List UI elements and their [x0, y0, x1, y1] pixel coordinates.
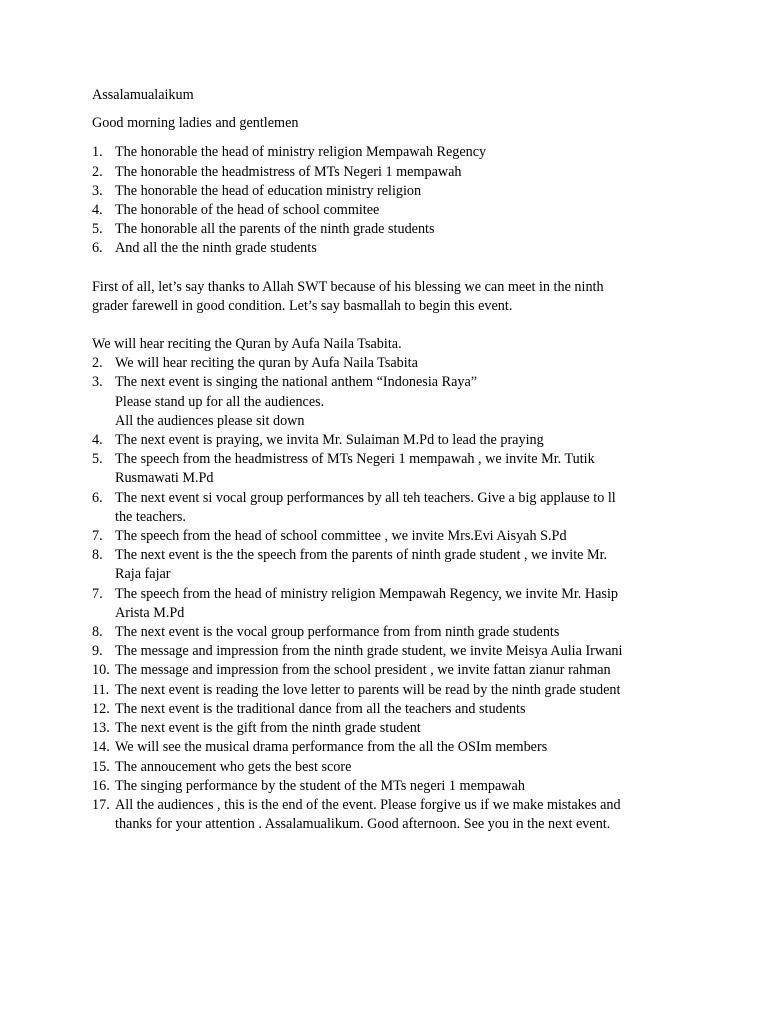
honorables-list — [92, 143, 692, 258]
list-item — [92, 585, 692, 623]
list-item-text: The speech from the head of ministry religion Mempawah Regency, we invite Mr. Hasip — [115, 585, 618, 602]
list-item — [92, 546, 692, 584]
list-item-text: The next event is the traditional dance from all the teachers and students — [115, 700, 526, 717]
list-item-text: The next event is singing the national anthem “Indonesia Raya” — [115, 374, 478, 391]
list-item — [92, 700, 692, 719]
list-item-text: The message and impression from the ninth grade student, we invite Meisya Aulia Irwani — [115, 643, 623, 660]
list-item-text: The singing performance by the student of the MTs negeri 1 mempawah — [115, 777, 525, 794]
list-item-number: 6. — [92, 240, 103, 257]
quran-line: We will hear reciting the Quran by Aufa Naila Tsabita. — [92, 336, 402, 353]
list-item — [92, 642, 692, 661]
list-item — [92, 796, 692, 834]
list-item-text: The speech from the head of school committee , we invite Mrs.Evi Aisyah S.Pd — [115, 528, 567, 545]
list-item-text: The next event is praying, we invita Mr. Sulaiman M.Pd to lead the praying — [115, 432, 544, 449]
list-item-text: Raja fajar — [115, 566, 171, 583]
list-item — [92, 758, 692, 777]
list-item-text: The next event is reading the love letter to parents will be read by the ninth grade student — [115, 681, 621, 698]
program-list — [92, 354, 692, 834]
opening-line: Good morning ladies and gentlemen — [92, 115, 299, 132]
list-item-text: Please stand up for all the audiences. — [115, 393, 325, 410]
list-item-number: 10. — [92, 662, 110, 679]
greeting: Assalamualaikum — [92, 87, 194, 103]
list-item-text: Rusmawati M.Pd — [115, 470, 214, 487]
list-item — [92, 201, 692, 220]
list-item-number: 14. — [92, 739, 110, 756]
list-item-text: thanks for your attention . Assalamualikum. Good afternoon. See you in the next event. — [115, 816, 611, 833]
list-item — [92, 719, 692, 738]
list-item-text: The speech from the headmistress of MTs Negeri 1 mempawah , we invite Mr. Tutik — [115, 451, 595, 468]
list-item-text: The honorable the head of education ministry religion — [115, 182, 422, 199]
list-item — [92, 489, 692, 527]
list-item-text: And all the the ninth grade students — [115, 240, 317, 257]
list-item — [92, 661, 692, 680]
intro-line-1: First of all, let’s say thanks to Allah SWT because of his blessing we can meet in the ninth — [92, 278, 604, 295]
list-item — [92, 738, 692, 757]
intro-line-2: grader farewell in good condition. Let’s say basmallah to begin this event. — [92, 297, 513, 314]
document-body — [92, 86, 692, 834]
list-item — [92, 431, 692, 450]
spacer — [92, 316, 692, 335]
list-item-text: The annoucement who gets the best score — [115, 758, 352, 775]
list-item-number: 2. — [92, 163, 103, 180]
list-item — [92, 182, 692, 201]
list-item-text: The honorable the head of ministry religion Mempawah Regency — [115, 144, 487, 161]
list-item-text: All the audiences please sit down — [115, 412, 305, 429]
list-item-number: 8. — [92, 547, 103, 564]
list-item-text: The next event is the the speech from the parents of ninth grade student , we invite Mr. — [115, 547, 608, 564]
list-item-number: 5. — [92, 451, 103, 468]
list-item-text: We will see the musical drama performance from the all the OSIm members — [115, 739, 548, 756]
list-item-number: 8. — [92, 624, 103, 641]
list-item-number: 7. — [92, 528, 103, 545]
list-item — [92, 777, 692, 796]
list-item-text: The honorable the headmistress of MTs Negeri 1 mempawah — [115, 163, 462, 180]
list-item — [92, 373, 692, 431]
list-item-number: 9. — [92, 643, 103, 660]
list-item-number: 17. — [92, 796, 110, 813]
list-item-text: The next event is the gift from the ninth grade student — [115, 720, 421, 737]
list-item-text: Arista M.Pd — [115, 604, 185, 621]
list-item-text: The next event si vocal group performances by all teh teachers. Give a big applause to ll — [115, 489, 616, 506]
list-item-text: The honorable of the head of school commitee — [115, 202, 380, 219]
list-item-number: 5. — [92, 221, 103, 238]
list-item — [92, 527, 692, 546]
list-item-number: 16. — [92, 777, 110, 794]
list-item — [92, 239, 692, 258]
list-item-number: 2. — [92, 355, 103, 372]
list-item-number: 3. — [92, 182, 103, 199]
list-item-number: 12. — [92, 700, 110, 717]
list-item-text: The next event is the vocal group performance from from ninth grade students — [115, 624, 560, 641]
list-item-number: 3. — [92, 374, 103, 391]
list-item — [92, 450, 692, 488]
list-item-text: The honorable all the parents of the ninth grade students — [115, 221, 435, 238]
list-item-number: 15. — [92, 758, 110, 775]
list-item-number: 13. — [92, 720, 110, 737]
list-item-number: 1. — [92, 144, 103, 161]
list-item-number: 4. — [92, 202, 103, 219]
list-item-text: All the audiences , this is the end of the event. Please forgive us if we make mistakes and — [115, 796, 621, 813]
list-item-text: The message and impression from the school president , we invite fattan zianur rahman — [115, 662, 611, 679]
list-item-text: the teachers. — [115, 508, 186, 525]
list-item — [92, 163, 692, 182]
list-item-text: We will hear reciting the quran by Aufa Naila Tsabita — [115, 355, 418, 372]
list-item-number: 11. — [92, 681, 110, 698]
list-item — [92, 354, 692, 373]
list-item — [92, 681, 692, 700]
list-item — [92, 623, 692, 642]
spacer — [92, 259, 692, 278]
list-item-number: 6. — [92, 489, 103, 506]
list-item-number: 7. — [92, 585, 103, 602]
list-item — [92, 220, 692, 239]
list-item — [92, 143, 692, 162]
list-item-number: 4. — [92, 432, 103, 449]
